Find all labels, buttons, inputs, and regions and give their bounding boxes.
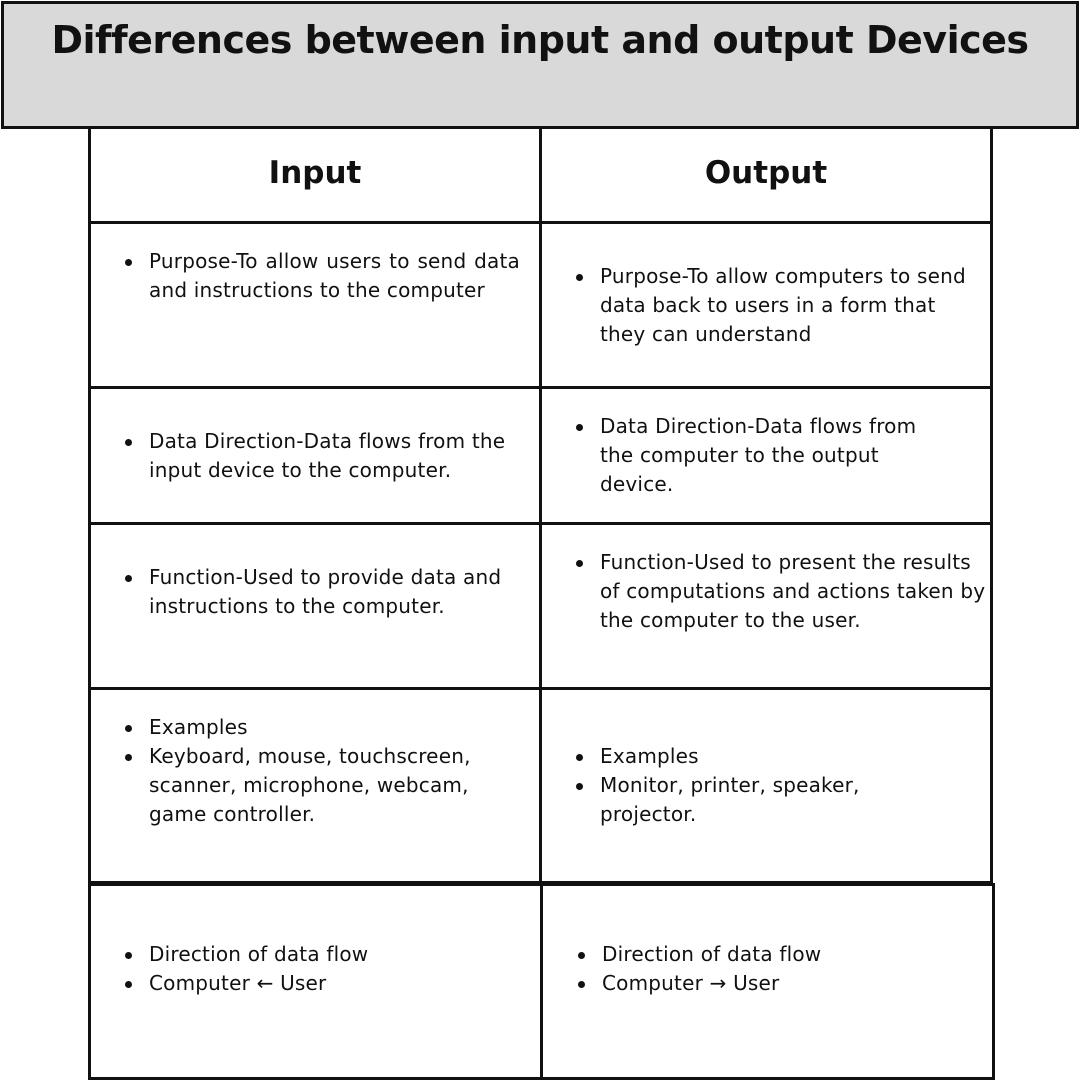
output-direction-cell	[539, 386, 993, 525]
output-function-cell	[539, 522, 993, 690]
list-item: Monitor, printer, speaker, projector.	[576, 771, 906, 829]
input-flow-list	[125, 940, 505, 998]
input-purpose-cell	[88, 221, 542, 389]
input-direction-cell	[88, 386, 542, 525]
list-item: Computer → User	[578, 969, 958, 998]
list-item: Purpose-To allow computers to send data back to users in a form that they can understand	[576, 262, 981, 349]
input-header: Input	[268, 155, 362, 191]
output-function-list	[576, 548, 986, 635]
input-direction-list	[125, 427, 535, 485]
title-banner	[1, 1, 1079, 129]
output-flow-list	[578, 940, 958, 998]
output-examples-cell	[539, 687, 993, 884]
list-item: Examples	[576, 742, 906, 771]
list-item: Function-Used to present the results of computations and actions taken by the computer to the user.	[576, 548, 986, 635]
output-purpose-cell	[539, 221, 993, 389]
input-examples-cell	[88, 687, 542, 884]
input-flow-cell	[88, 883, 543, 1080]
list-item: Direction of data flow	[125, 940, 505, 969]
list-item: Function-Used to provide data and instructions to the computer.	[125, 563, 535, 621]
input-header-cell	[88, 126, 542, 224]
input-purpose-list	[125, 247, 520, 305]
page-title: Differences between input and output Devices	[51, 18, 1029, 62]
list-item: Examples	[125, 713, 505, 742]
output-purpose-list	[576, 262, 981, 349]
output-header-cell	[539, 126, 993, 224]
output-examples-list	[576, 742, 906, 829]
input-function-list	[125, 563, 535, 621]
list-item: Data Direction-Data flows from the computer to the output device.	[576, 412, 956, 499]
list-item: Keyboard, mouse, touchscreen, scanner, microphone, webcam, game controller.	[125, 742, 505, 829]
output-direction-list	[576, 412, 956, 499]
list-item: Purpose-To allow users to send data and instructions to the computer	[125, 247, 520, 305]
output-flow-cell	[540, 883, 995, 1080]
output-header: Output	[704, 155, 828, 191]
list-item: Direction of data flow	[578, 940, 958, 969]
list-item: Computer ← User	[125, 969, 505, 998]
list-item: Data Direction-Data flows from the input device to the computer.	[125, 427, 535, 485]
input-function-cell	[88, 522, 542, 690]
input-examples-list	[125, 713, 505, 829]
